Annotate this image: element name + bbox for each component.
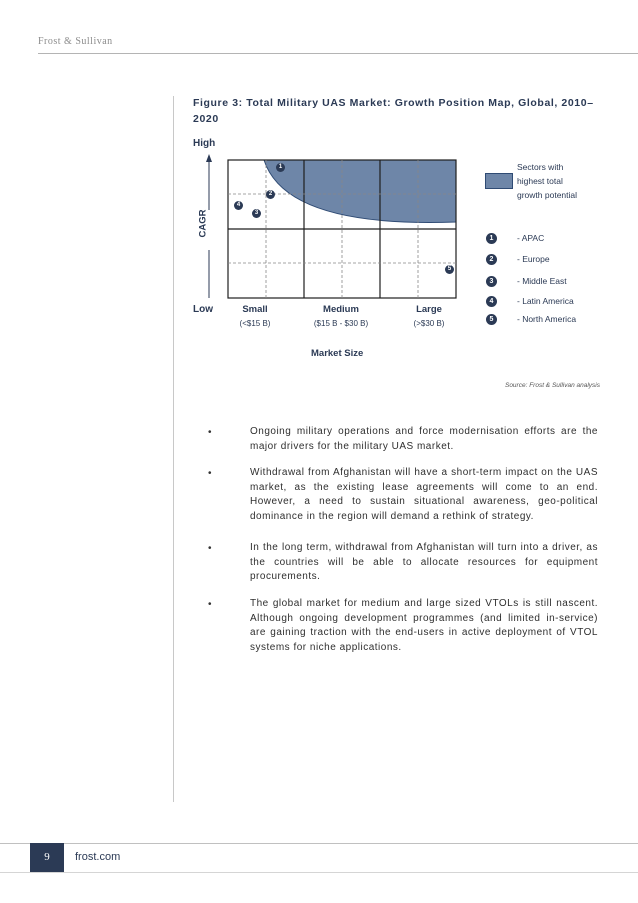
marker-3: 3 xyxy=(252,209,261,218)
x-cat-large-range: (>$30 B) xyxy=(413,319,445,328)
x-axis-title: Market Size xyxy=(311,348,364,359)
marker-2: 2 xyxy=(266,190,275,199)
footer-site-link[interactable]: frost.com xyxy=(75,851,121,863)
x-cat-medium: Medium xyxy=(323,304,359,315)
bullet-text-3: In the long term, withdrawal from Afghanistan will turn into a driver, as the countries will be able to allocate resources for equipment procurements. xyxy=(250,542,598,582)
legend-label-apac: - APAC xyxy=(517,233,545,243)
growth-position-map xyxy=(196,150,476,305)
legend-badge-1: 1 xyxy=(486,233,497,244)
y-axis-low-label: Low xyxy=(193,304,213,315)
bullet-marker: • xyxy=(208,427,212,438)
legend-label-north-america: - North America xyxy=(517,314,577,324)
header-brand: Frost & Sullivan xyxy=(38,36,113,47)
figure-source: Source: Frost & Sullivan analysis xyxy=(504,382,600,389)
bullet-marker: • xyxy=(208,599,212,610)
bullet-text-4: The global market for medium and large sized VTOLs is still nascent. Although ongoing development programmes (and limited in-service) are gaining traction with the end-users in active deployment of VTOL systems for niche applications. xyxy=(250,598,598,653)
legend-label-middle-east: - Middle East xyxy=(517,276,567,286)
left-column-rule xyxy=(173,96,174,802)
legend-highlight-label: Sectors with highest total growth potential xyxy=(517,162,578,200)
legend-label-latin-america: - Latin America xyxy=(517,296,574,306)
footer-divider-top xyxy=(0,843,638,844)
x-cat-small-range: (<$15 B) xyxy=(239,319,271,328)
marker-5: 5 xyxy=(445,265,454,274)
y-axis-arrowhead xyxy=(206,154,212,162)
page-number: 9 xyxy=(30,843,64,872)
bullet-text-1: Ongoing military operations and force modernisation efforts are the major drivers for the military UAS market. xyxy=(250,426,598,452)
bullet-marker: • xyxy=(208,468,212,479)
header-divider xyxy=(38,53,638,54)
bullet-text-2: Withdrawal from Afghanistan will have a short-term impact on the UAS market, as the existing lease agreements will come to an end. However, a need to sustain situational awareness, geo-political dominance in the region will demand a rethink of strategy. xyxy=(250,467,598,522)
legend-badge-4: 4 xyxy=(486,296,497,307)
high-growth-region xyxy=(264,160,456,222)
legend-label-europe: - Europe xyxy=(517,254,550,264)
bullet-marker: • xyxy=(208,543,212,554)
y-axis-title: CAGR xyxy=(197,209,209,238)
x-cat-large: Large xyxy=(416,304,442,315)
figure-title: Figure 3: Total Military UAS Market: Growth Position Map, Global, 2010–2020 xyxy=(193,97,594,125)
legend-badge-2: 2 xyxy=(486,254,497,265)
footer-divider-bottom xyxy=(0,872,638,873)
legend-highlight-swatch xyxy=(485,173,513,189)
x-cat-small: Small xyxy=(242,304,268,315)
x-cat-medium-range: ($15 B - $30 B) xyxy=(313,319,369,328)
y-axis-high-label: High xyxy=(193,138,216,149)
marker-4: 4 xyxy=(234,201,243,210)
legend-badge-3: 3 xyxy=(486,276,497,287)
legend-badge-5: 5 xyxy=(486,314,497,325)
marker-1: 1 xyxy=(276,163,285,172)
